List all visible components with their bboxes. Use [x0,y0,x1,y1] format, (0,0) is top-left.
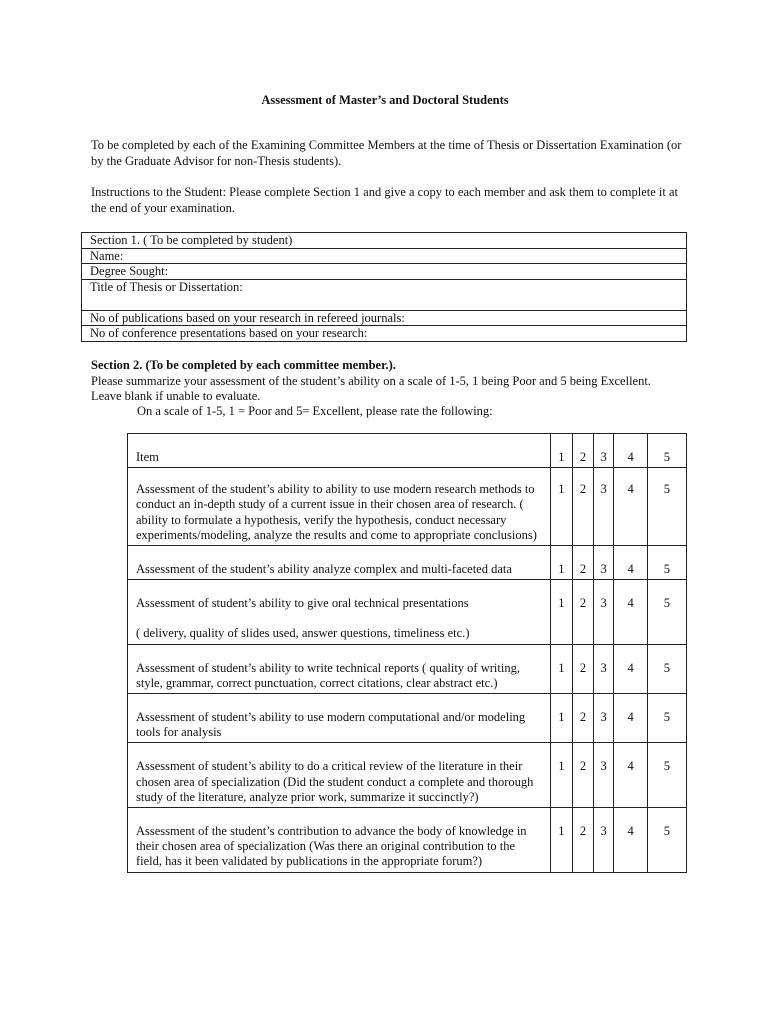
header-item: Item [128,434,551,468]
section1-table [81,232,687,342]
conference-presentations-field[interactable]: No of conference presentations based on your research: [82,326,687,342]
section2-scale-note: On a scale of 1-5, 1 = Poor and 5= Excellent, please rate the following: [137,404,493,418]
score-3-option[interactable]: 3 [593,808,614,873]
page-title: Assessment of Master’s and Doctoral Students [261,93,509,107]
section2-heading: Section 2. (To be completed by each committee member.). [91,358,396,372]
score-2-option[interactable]: 2 [573,546,594,580]
header-score-4: 4 [614,434,647,468]
instructions-paragraph: Instructions to the Student: Please complete Section 1 and give a copy to each member and ask them to complete it at the end of your examination. [91,185,678,215]
item-note: ( delivery, quality of slides used, answer questions, timeliness etc.) [136,626,470,641]
score-4-option[interactable]: 4 [614,808,647,873]
score-1-option[interactable]: 1 [550,694,573,743]
journal-publications-field[interactable]: No of publications based on your research in refereed journals: [82,310,687,326]
score-4-option[interactable]: 4 [614,546,647,580]
rating-header-row [128,434,687,468]
score-2-option[interactable]: 2 [573,644,594,693]
score-4-option[interactable]: 4 [614,694,647,743]
score-1-option[interactable]: 1 [550,743,573,808]
table-row [128,694,687,743]
score-5-option[interactable]: 5 [647,546,686,580]
score-2-option[interactable]: 2 [573,694,594,743]
section2-blank-note: Leave blank if unable to evaluate. [91,389,261,403]
table-row [128,546,687,580]
item-knowledge-contribution: Assessment of the student’s contribution to advance the body of knowledge in their chosen area of specialization (Was there an original contribution to the field, has it been validated by publications in the appropriate forum?) [128,808,551,873]
name-field[interactable]: Name: [82,248,687,264]
item-computational-tools: Assessment of student’s ability to use modern computational and/or modeling tools for analysis [128,694,551,743]
header-score-2: 2 [573,434,594,468]
intro-paragraph: To be completed by each of the Examining Committee Members at the time of Thesis or Dissertation Examination (or by the Graduate Advisor for non-Thesis students). [91,138,682,168]
section1-heading: Section 1. ( To be completed by student) [82,233,687,249]
score-3-option[interactable]: 3 [593,468,614,546]
score-4-option[interactable]: 4 [614,580,647,644]
score-2-option[interactable]: 2 [573,468,594,546]
score-3-option[interactable]: 3 [593,580,614,644]
score-2-option[interactable]: 2 [573,580,594,644]
score-2-option[interactable]: 2 [573,743,594,808]
score-4-option[interactable]: 4 [614,743,647,808]
item-technical-reports: Assessment of student’s ability to write technical reports ( quality of writing, style, grammar, correct punctuation, correct citations, clear abstract etc.) [128,644,551,693]
table-row [128,808,687,873]
score-1-option[interactable]: 1 [550,580,573,644]
item-literature-review: Assessment of student’s ability to do a critical review of the literature in their chosen area of specialization (Did the student conduct a complete and thorough study of the literature, analyze prior work, summarize it succinctly?) [128,743,551,808]
score-4-option[interactable]: 4 [614,468,647,546]
score-5-option[interactable]: 5 [647,694,686,743]
score-5-option[interactable]: 5 [647,580,686,644]
score-3-option[interactable]: 3 [593,546,614,580]
header-score-3: 3 [593,434,614,468]
table-row [128,580,687,644]
score-2-option[interactable]: 2 [573,808,594,873]
table-row [128,743,687,808]
score-3-option[interactable]: 3 [593,644,614,693]
score-3-option[interactable]: 3 [593,743,614,808]
score-5-option[interactable]: 5 [647,808,686,873]
score-4-option[interactable]: 4 [614,644,647,693]
score-5-option[interactable]: 5 [647,644,686,693]
rating-table [127,433,687,873]
header-score-1: 1 [550,434,573,468]
score-1-option[interactable]: 1 [550,644,573,693]
thesis-title-field[interactable]: Title of Thesis or Dissertation: [82,279,687,310]
item-text: Assessment of student’s ability to give oral technical presentations [136,596,469,611]
table-row [128,468,687,546]
item-data-analysis: Assessment of the student’s ability analyze complex and multi-faceted data [128,546,551,580]
score-5-option[interactable]: 5 [647,468,686,546]
score-1-option[interactable]: 1 [550,468,573,546]
score-3-option[interactable]: 3 [593,694,614,743]
item-research-methods: Assessment of the student’s ability to ability to use modern research methods to conduct an in-depth study of a current issue in their chosen area of research. ( ability to formulate a hypothesis, verify the hypothesis, conduct necessary experiments/modeling, analyze the results and come to appropriate conclusions) [128,468,551,546]
item-oral-presentations [128,580,551,644]
header-score-5: 5 [647,434,686,468]
degree-field[interactable]: Degree Sought: [82,264,687,280]
section2-instruction: Please summarize your assessment of the student’s ability on a scale of 1-5, 1 being Poor and 5 being Excellent. [91,374,651,388]
score-5-option[interactable]: 5 [647,743,686,808]
table-row [128,644,687,693]
score-1-option[interactable]: 1 [550,546,573,580]
score-1-option[interactable]: 1 [550,808,573,873]
